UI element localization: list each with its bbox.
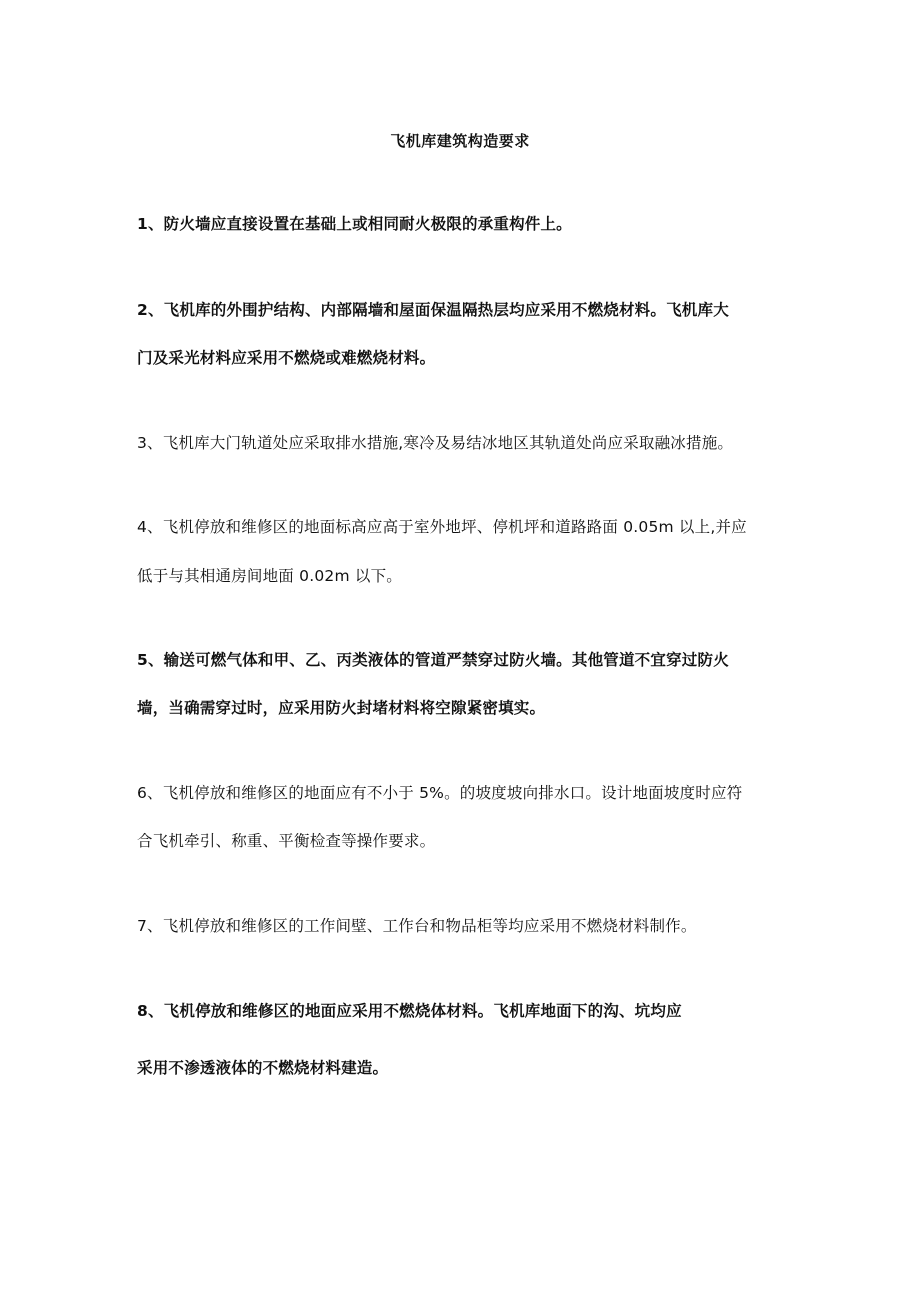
item-7-line-1: 7、飞机停放和维修区的工作间壁、工作台和物品柜等均应采用不燃烧材料制作。	[137, 917, 697, 935]
item-2-line-2: 门及采光材料应采用不燃烧或难燃烧材料。	[137, 349, 436, 367]
item-6-line-2: 合飞机牵引、称重、平衡检查等操作要求。	[137, 832, 436, 850]
item-5-line-1: 5、输送可燃气体和甲、乙、丙类液体的管道严禁穿过防火墙。其他管道不宜穿过防火	[137, 651, 729, 669]
item-8-line-2: 采用不渗透液体的不燃烧材料建造。	[137, 1059, 389, 1077]
item-1-line-1: 1、防火墙应直接设置在基础上或相同耐火极限的承重构件上。	[137, 215, 572, 233]
item-4-line-2: 低于与其相通房间地面 0.02m 以下。	[137, 567, 402, 585]
item-8-line-1: 8、飞机停放和维修区的地面应采用不燃烧体材料。飞机库地面下的沟、坑均应	[137, 1002, 682, 1020]
item-2-line-1: 2、飞机库的外围护结构、内部隔墙和屋面保温隔热层均应采用不燃烧材料。飞机库大	[137, 301, 729, 319]
item-3-line-1: 3、飞机库大门轨道处应采取排水措施,寒冷及易结冰地区其轨道处尚应采取融冰措施。	[137, 434, 734, 452]
item-5-line-2: 墙，当确需穿过时，应采用防火封堵材料将空隙紧密填实。	[137, 699, 546, 717]
item-4-line-1: 4、飞机停放和维修区的地面标高应高于室外地坪、停机坪和道路路面 0.05m 以上,并应	[137, 518, 747, 536]
item-6-line-1: 6、飞机停放和维修区的地面应有不小于 5%。的坡度坡向排水口。设计地面坡度时应符	[137, 784, 743, 802]
page-title: 飞机库建筑构造要求	[390, 132, 530, 150]
